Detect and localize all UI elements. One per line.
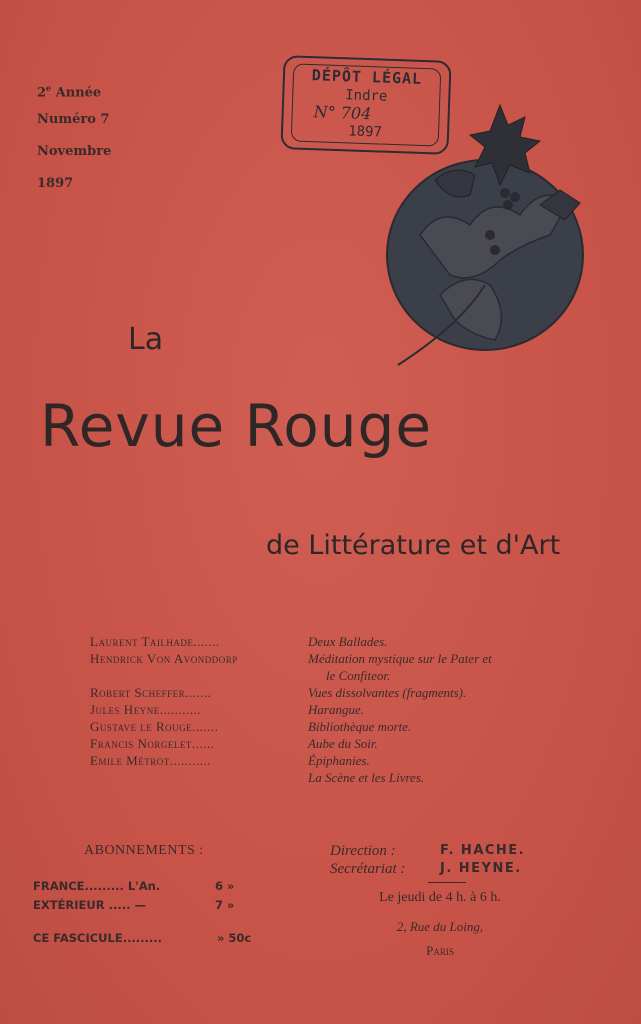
toc-work: Épiphanies. (308, 753, 370, 768)
toc-row (90, 719, 610, 736)
toc-row (90, 702, 610, 719)
table-of-contents (90, 634, 610, 787)
toc-row (90, 634, 610, 651)
subscriptions-title: ABONNEMENTS : (84, 843, 204, 858)
stamp-year: 1897 (347, 123, 383, 141)
secretary-name: J. HEYNE. (440, 861, 522, 876)
magazine-subtitle: de Littérature et d'Art (266, 530, 561, 561)
address: 2, Rue du Loing, (396, 919, 484, 934)
issue-month: Novembre (37, 144, 112, 159)
direction-name: F. HACHE. (440, 843, 526, 858)
toc-author: Robert Scheffer....... (90, 685, 212, 700)
toc-work: La Scène et les Livres. (308, 770, 425, 785)
toc-author: Gustave le Rouge....... (90, 719, 219, 734)
holly-ornament-icon (380, 85, 590, 370)
toc-author: Laurent Tailhade....... (90, 634, 220, 649)
toc-row (90, 685, 610, 702)
toc-row (90, 651, 610, 668)
toc-work: Harangue. (308, 702, 364, 717)
issue-year: 1897 (37, 176, 74, 191)
city: Paris (426, 943, 454, 958)
toc-work: Aube du Soir. (308, 736, 378, 751)
toc-row (90, 753, 610, 770)
secretary-label: Secrétariat : (330, 861, 406, 877)
toc-author: Emile Métrot........... (90, 753, 211, 768)
divider (428, 882, 466, 883)
office-hours: Le jeudi de 4 h. à 6 h. (379, 890, 501, 905)
title-article: La (128, 322, 164, 357)
toc-work: Bibliothèque morte. (308, 719, 412, 734)
stamp-number: N° 704 (313, 102, 372, 124)
issue-number: Numéro 7 (37, 112, 110, 127)
magazine-title: Revue Rouge (40, 392, 433, 460)
stamp-region: Indre (344, 87, 388, 105)
toc-work: Vues dissolvantes (fragments). (308, 685, 467, 700)
issue-year-label: 2e Année (37, 83, 102, 101)
cover-page: 2e Année Numéro 7 Novembre 1897 DÉPÔT LÉGAL Indre N° 704 1897 La Revue Rouge de Littérature et d'Art Laurent Tailhade....... Deux Ballades. Hendrick Von Avonddorp Méditation mystique sur le Pater et le Confiteor. Robert Scheffer....... Vues dissolvantes (fragments). Jules Heyne........... Harangue. Gustave le Rouge....... Bibliothèque morte. Francis Norgelet...... Aube du Soir. Emile Métrot........... Épiphanies. La Scène et les Livres. ABONNEMENTS : FRANCE......... L'An. 6 » EXTÉRIEUR ..... — 7 » CE FASCICULE......... » 50c Direction : F. HACHE. Secrétariat : J. HEYNE. Le jeudi de 4 h. à 6 h. 2, Rue du Loing, Paris (0, 0, 641, 1024)
toc-work: Méditation mystique sur le Pater et (308, 651, 492, 666)
issue-info (37, 78, 111, 206)
toc-author: Jules Heyne........... (90, 702, 201, 717)
toc-row (90, 668, 610, 685)
toc-work: le Confiteor. (326, 668, 391, 683)
stamp-title: DÉPÔT LÉGAL (311, 66, 423, 88)
toc-author: Francis Norgelet...... (90, 736, 215, 751)
toc-row (90, 736, 610, 753)
toc-work: Deux Ballades. (308, 634, 388, 649)
toc-row (90, 770, 610, 787)
direction-label: Direction : (330, 843, 396, 859)
toc-author: Hendrick Von Avonddorp (90, 651, 238, 666)
